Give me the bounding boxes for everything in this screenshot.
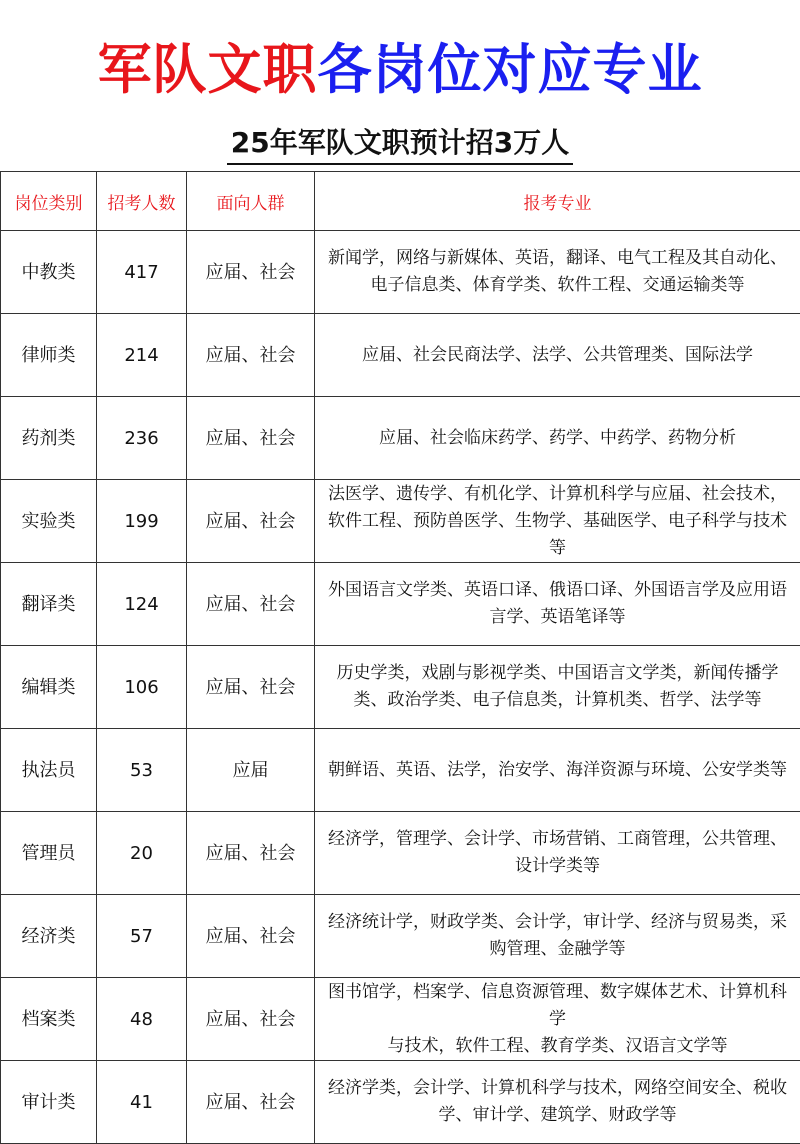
audience-cell: 应届、社会 — [187, 1061, 315, 1144]
count-cell: 57 — [97, 895, 187, 978]
header-count: 招考人数 — [97, 172, 187, 231]
audience-cell: 应届、社会 — [187, 563, 315, 646]
count-cell: 214 — [97, 314, 187, 397]
subtitle — [0, 125, 800, 165]
category-cell: 律师类 — [1, 314, 97, 397]
subtitle-text: 25年军队文职预计招3万人 — [227, 125, 573, 165]
count-cell: 48 — [97, 978, 187, 1061]
majors-cell: 新闻学，网络与新媒体、英语，翻译、电气工程及其自动化、电子信息类、体育学类、软件工程、交通运输类等 — [315, 231, 800, 314]
majors-cell: 外国语言文学类、英语口译、俄语口译、外国语言学及应用语言学、英语笔译等 — [315, 563, 800, 646]
majors-cell: 经济学类，会计学、计算机科学与技术，网络空间安全、税收学、审计学、建筑学、财政学等 — [315, 1061, 800, 1144]
category-cell: 审计类 — [1, 1061, 97, 1144]
category-cell: 档案类 — [1, 978, 97, 1061]
table-header-row — [1, 172, 800, 231]
table-row — [1, 231, 800, 314]
majors-cell: 经济学，管理学、会计学、市场营销、工商管理，公共管理、设计学类等 — [315, 812, 800, 895]
audience-cell: 应届、社会 — [187, 646, 315, 729]
header-category: 岗位类别 — [1, 172, 97, 231]
table-row — [1, 314, 800, 397]
count-cell: 106 — [97, 646, 187, 729]
audience-cell: 应届、社会 — [187, 812, 315, 895]
header-audience: 面向人群 — [187, 172, 315, 231]
count-cell: 53 — [97, 729, 187, 812]
audience-cell: 应届、社会 — [187, 895, 315, 978]
audience-cell: 应届、社会 — [187, 231, 315, 314]
table-row — [1, 480, 800, 563]
count-cell: 236 — [97, 397, 187, 480]
table-row — [1, 1061, 800, 1144]
title-blue-part: 各岗位对应专业 — [318, 38, 703, 101]
table-row — [1, 895, 800, 978]
count-cell: 199 — [97, 480, 187, 563]
category-cell: 中教类 — [1, 231, 97, 314]
audience-cell: 应届 — [187, 729, 315, 812]
count-cell: 20 — [97, 812, 187, 895]
table-row — [1, 646, 800, 729]
category-cell: 经济类 — [1, 895, 97, 978]
table-body — [1, 231, 800, 1144]
audience-cell: 应届、社会 — [187, 397, 315, 480]
category-cell: 管理员 — [1, 812, 97, 895]
table-row — [1, 729, 800, 812]
page-title — [0, 38, 800, 102]
category-cell: 编辑类 — [1, 646, 97, 729]
majors-cell: 应届、社会民商法学、法学、公共管理类、国际法学 — [315, 314, 800, 397]
table-row — [1, 563, 800, 646]
majors-cell: 应届、社会临床药学、药学、中药学、药物分析 — [315, 397, 800, 480]
majors-cell: 法医学、遗传学、有机化学、计算机科学与应届、社会技术，软件工程、预防兽医学、生物学、基础医学、电子科学与技术等 — [315, 480, 800, 563]
positions-table — [0, 171, 800, 1144]
majors-cell: 图书馆学，档案学、信息资源管理、数字媒体艺术、计算机科学 与技术，软件工程、教育学类、汉语言文学等 — [315, 978, 800, 1061]
audience-cell: 应届、社会 — [187, 978, 315, 1061]
category-cell: 执法员 — [1, 729, 97, 812]
majors-cell: 历史学类，戏剧与影视学类、中国语言文学类，新闻传播学类、政治学类、电子信息类，计算机类、哲学、法学等 — [315, 646, 800, 729]
category-cell: 药剂类 — [1, 397, 97, 480]
category-cell: 实验类 — [1, 480, 97, 563]
table-row — [1, 812, 800, 895]
count-cell: 417 — [97, 231, 187, 314]
count-cell: 124 — [97, 563, 187, 646]
count-cell: 41 — [97, 1061, 187, 1144]
table-row — [1, 397, 800, 480]
audience-cell: 应届、社会 — [187, 480, 315, 563]
audience-cell: 应届、社会 — [187, 314, 315, 397]
table-row — [1, 978, 800, 1061]
majors-cell: 经济统计学，财政学类、会计学，审计学、经济与贸易类，采购管理、金融学等 — [315, 895, 800, 978]
header-majors: 报考专业 — [315, 172, 800, 231]
category-cell: 翻译类 — [1, 563, 97, 646]
title-red-part: 军队文职 — [98, 38, 318, 101]
majors-cell: 朝鲜语、英语、法学，治安学、海洋资源与环境、公安学类等 — [315, 729, 800, 812]
